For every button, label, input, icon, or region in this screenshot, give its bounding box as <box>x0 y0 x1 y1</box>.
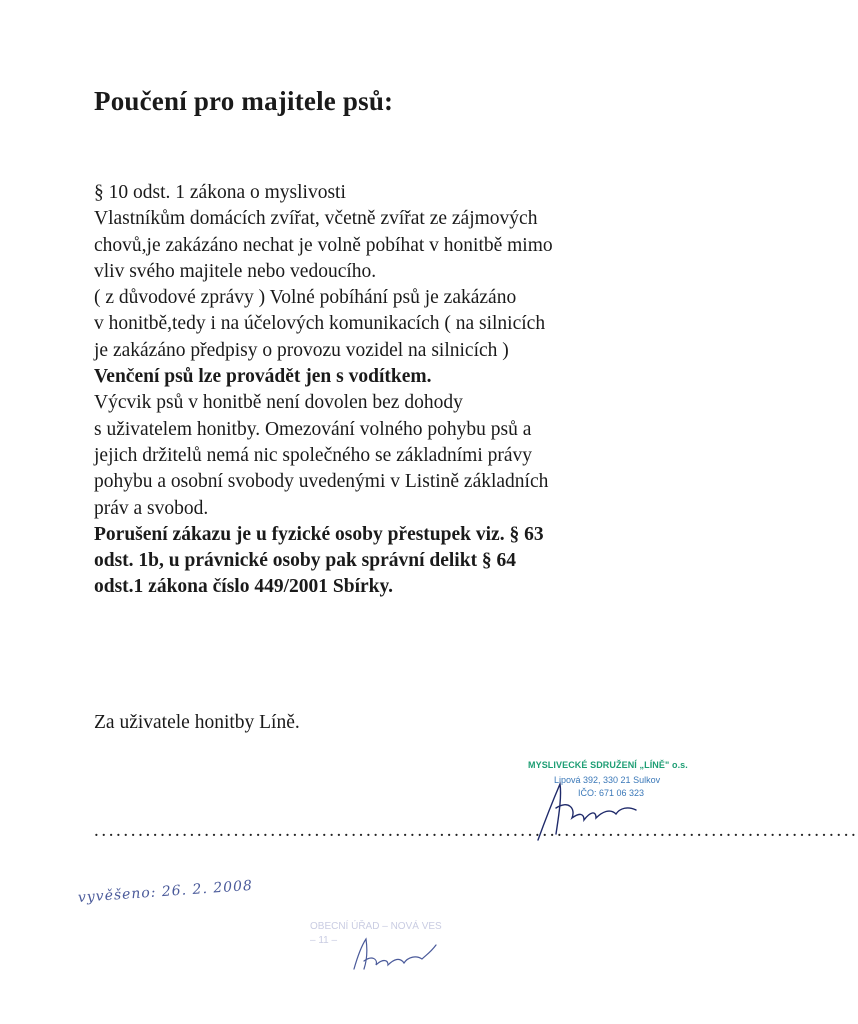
text-line: vliv svého majitele nebo vedoucího. <box>94 260 377 282</box>
signoff-text: Za uživatele honitby Líně. <box>94 712 300 733</box>
bold-text-line: Porušení zákazu je u fyzické osoby přestupek viz. § 63 <box>94 523 544 545</box>
bold-text-line: odst.1 zákona číslo 449/2001 Sbírky. <box>94 576 394 598</box>
handwritten-date-note: vyvěšeno: 26. 2. 2008 <box>77 877 254 906</box>
municipal-stamp-line: OBECNÍ ÚŘAD – NOVÁ VES <box>310 921 442 932</box>
document-title: Poučení pro majitele psů: <box>94 86 394 116</box>
text-line: je zakázáno předpisy o provozu vozidel na silnicích ) <box>94 339 509 361</box>
text-line: pohybu a osobní svobody uvedenými v Listině základních <box>94 471 549 493</box>
text-line: jejich držitelů nemá nic společného se základními právy <box>94 444 533 466</box>
bold-text-line: Venčení psů lze provádět jen s vodítkem. <box>94 366 432 388</box>
stamp-ico: IČO: 671 06 323 <box>578 788 645 798</box>
stamp-address: Lipová 392, 330 21 Sulkov <box>554 775 661 785</box>
signature-line: ........................................................................................................ <box>94 820 858 841</box>
document-body <box>94 180 714 601</box>
text-line: § 10 odst. 1 zákona o myslivosti <box>94 182 346 203</box>
municipal-stamp-line: – 11 – <box>310 935 338 946</box>
text-line: chovů,je zakázáno nechat je volně pobíhat v honitbě mimo <box>94 234 553 256</box>
text-line: ( z důvodové zprávy ) Volné pobíhání psů je zakázáno <box>94 287 517 309</box>
text-line: s uživatelem honitby. Omezování volného pohybu psů a <box>94 418 532 440</box>
text-line: v honitbě,tedy i na účelových komunikacích ( na silnicích <box>94 313 546 335</box>
text-line: Vlastníkům domácích zvířat, včetně zvířat ze zájmových <box>94 208 538 230</box>
text-line: práv a svobod. <box>94 497 209 519</box>
second-signature-icon <box>350 935 440 975</box>
text-line: Výcvik psů v honitbě není dovolen bez dohody <box>94 392 463 414</box>
stamp-org-name: MYSLIVECKÉ SDRUŽENÍ „LÍNĚ" o.s. <box>528 760 688 770</box>
bold-text-line: odst. 1b, u právnické osoby pak správní delikt § 64 <box>94 550 517 572</box>
